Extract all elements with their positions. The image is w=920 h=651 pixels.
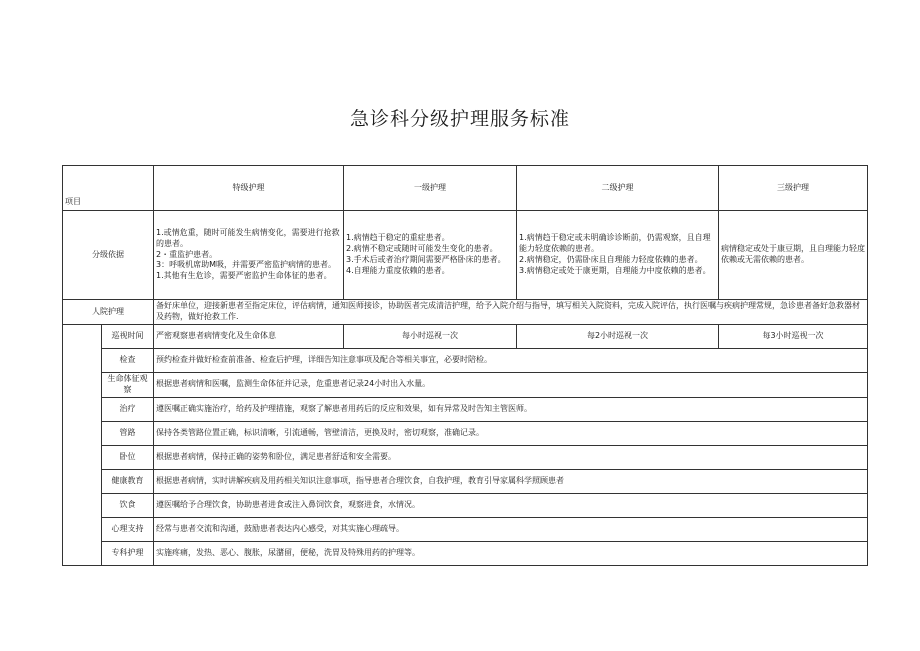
row-label: 饮食 [102,493,154,517]
header-level3-care: 三级护理 [719,166,868,211]
basis-special [154,211,344,300]
row-text: 遵医嘱给予合理饮食，协助患者进食或注入鼻饲饮食，观察进食，水情况。 [154,493,868,517]
basis-level1-line: 3.手术后或者治疗期间需要严格卧床的患者。 [346,255,506,264]
basis-label: 分级依据 [63,211,154,300]
basis-special-line: 2・重监护患者。 [156,249,218,259]
row-label: 卧位 [102,445,154,469]
row-text: 根据患者病情，保持正确的姿势和卧位，满足患者舒适和安全需要。 [154,445,868,469]
rounds-level3: 每3小时巡视一次 [719,325,868,349]
table-row [63,349,868,373]
header-level1-care: 一级护理 [344,166,517,211]
basis-level2-line: 1.病情趋于稳定或未明确诊诊断前，仍需观察，且自理能力轻度依赖的患者。 [519,233,711,254]
table-header-row [63,166,868,211]
row-label: 心理支持 [102,517,154,541]
row-text: 经常与患者交流和沟通，鼓励患者表达内心感受，对其实施心理疏导。 [154,517,868,541]
basis-level2 [517,211,719,300]
row-text: 根据患者病情和医嘱，监测生命体征并记录，危重患者记录24小时出入水量。 [154,373,868,398]
admission-label: 人院护理 [63,300,154,325]
row-text: 保持各类管路位置正确，标识清晰，引流通畅，管壁清洁，更换及时，密切观察，准确记录。 [154,421,868,445]
row-label: 专科护理 [102,541,154,565]
rounds-label: 巡视时间 [102,325,154,349]
basis-level1-line: 2.病情不稳定或随时可能发生变化的患者。 [346,244,498,254]
table-row [63,373,868,398]
table-row [63,421,868,445]
admission-text: 备好床单位，迎接新患者至指定床位，评估病情，通知医师接诊，协助医者完成清洁护理，给予入院介绍与指导，填写相关入院资料，完成入院评估，执行医嘱与疾病护理常规，急诊患者备好急救器材及药物，做好抢救工作. [154,300,868,325]
table-row [63,493,868,517]
row-label: 生命体征观察 [102,373,154,398]
row-text: 预约检查并做好检查前准备、检查后护理，详细告知注意事项及配合等相关事宜，必要时陪检。 [154,349,868,373]
table-row [63,397,868,421]
page-title: 急诊科分级护理服务标准 [349,108,570,130]
rounds-special: 严密观察患者病情变化及生命体息 [154,325,344,349]
nursing-standard-table [62,165,868,566]
basis-level3: 病情稳定或处于康豆期，且自理能力轻度依赖或无需依赖的患者。 [719,211,868,300]
basis-special-line: 1.或情危重，随时可能发生病情变化，需要进行抢救的患者。 [156,228,340,248]
row-text: 根据患者病情，实时讲解疾病及用药相关知识注意事项，指导患者合理饮食，自我护理，教育引导家属科学照顾患者 [154,469,868,493]
rounds-row [63,325,868,349]
rounds-level1: 每小时巡视一次 [344,325,517,349]
basis-level1-line: 4.自理能力重度依赖的患者。 [346,265,450,275]
basis-level1 [344,211,517,300]
admission-row [63,300,868,325]
header-level2-care: 二级护理 [517,166,719,211]
header-item: 项目 [63,166,154,211]
basis-level2-line: 3.病情稳定或处于康更期，自理能力中度依赖的患者。 [519,265,711,275]
care-detail-group-spacer [63,325,102,566]
table-row [63,541,868,565]
table-row [63,469,868,493]
basis-level1-line: 1.病情趋于稳定的重症患者。 [346,233,450,243]
table-row [63,517,868,541]
row-label: 治疗 [102,397,154,421]
table-row [63,445,868,469]
row-label: 检查 [102,349,154,373]
basis-row [63,211,868,300]
row-text: 遵医嘱正确实施治疗，给药及护理措施，观察了解患者用药后的反应和效果，如有异常及时告知主管医师。 [154,397,868,421]
rounds-level2: 每2小时巡视一次 [517,325,719,349]
row-text: 实施疼痛，发热、恶心、腹胀，尿潴留，便秘，洗胃及特殊用药的护理等。 [154,541,868,565]
row-label: 健康教育 [102,469,154,493]
basis-level2-line: 2.病情稳定，仍需卧床且自理能力轻度依赖的患者。 [519,255,703,264]
header-special-care: 特级护理 [154,166,344,211]
row-label: 管路 [102,421,154,445]
basis-special-line: 1.其他有生危诊，需要严密监护生命体征的患者。 [156,271,332,281]
basis-special-line: 3：呼吸机席助M吸，并需要严密监护病情的患者。 [156,260,336,270]
